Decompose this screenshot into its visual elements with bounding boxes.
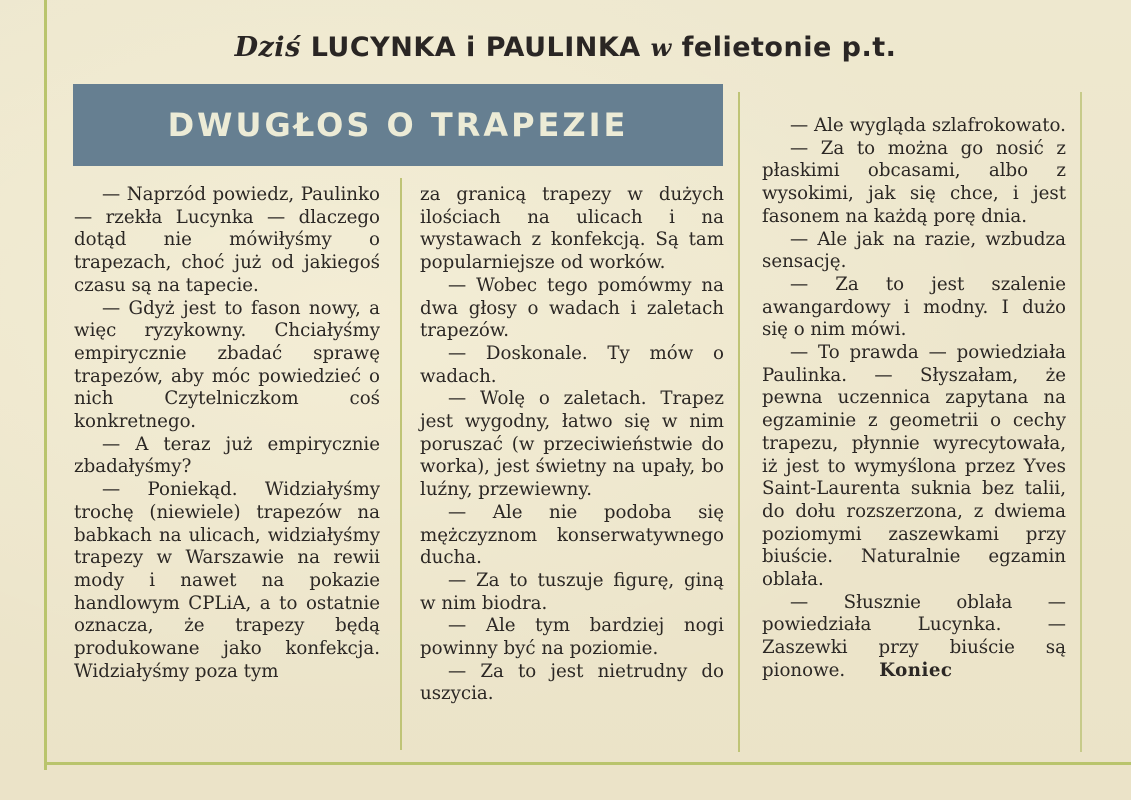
paragraph: — To prawda — powiedziała Paulinka. — Słyszałam, że pewna uczennica zapytana na egzaminie z geometrii o cechy trapezu, płynnie wyrecytowała, iż jest to wymyślona przez Yves Saint-Laurenta suknia bez talii, do dołu rozszerzona, z dwiema poziomymi zaszewkami przy biuście. Naturalnie egzamin oblała. — [762, 342, 1066, 591]
article-column-3 — [762, 115, 1066, 683]
paragraph: — Wobec tego pomówmy na dwa głosy o wadach i zaletach trapezów. — [420, 274, 724, 342]
paragraph: — Poniekąd. Widziałyśmy trochę (niewiele) trapezów na babkach na ulicach, widziałyśmy trapezy w Warszawie na rewii mody i nawet na pokazie handlowym CPLiA, a to ostatnie oznacza, że trapezy będą produkowane jako konfekcja. Widziałyśmy poza tym — [74, 479, 380, 682]
paragraph: — Ale wygląda szlafrokowato. — [790, 115, 1066, 136]
paragraph: za granicą trapezy w dużych ilościach na ulicach i na wystawach z konfekcją. Są tam popularniejsze od worków. — [420, 184, 724, 274]
paragraph: — Za to jest szalenie awangardowy i modny. I dużo się o nim mówi. — [762, 273, 1066, 341]
left-border-rule — [44, 0, 47, 770]
paragraph: — Naprzód powiedz, Paulinko — rzekła Lucynka — dlaczego dotąd nie mówiłyśmy o trapezach, choć już od jakiegoś czasu są na tapecie. — [74, 184, 380, 296]
paragraph: — Za to jest nietrudny do uszycia. — [420, 660, 724, 705]
final-paragraph-text: — Słusznie oblała — powiedziała Lucynka. — Zaszewki przy biuście są pionowe. — [762, 591, 1066, 681]
headline-main: LUCYNKA i PAULINKA — [310, 32, 641, 63]
headline-prefix: Dziś — [234, 32, 301, 63]
paragraph: — Ale tym bardziej nogi powinny być na poziomie. — [420, 615, 724, 660]
bottom-border-rule — [44, 762, 1131, 765]
paragraph-final — [762, 592, 1066, 683]
paragraph: — Za to można go nosić z płaskimi obcasami, albo z wysokimi, jak się chce, i jest fasonem na każdą porę dnia. — [762, 137, 1066, 227]
paragraph: — Gdyż jest to fason nowy, a więc ryzykowny. Chciałyśmy empirycznie zbadać sprawę trapezów, aby móc powiedzieć o nich Czytelniczkom coś konkretnego. — [74, 297, 380, 433]
headline-suffix: felietonie p.t. — [681, 32, 897, 63]
paragraph: — Doskonale. Ty mów o wadach. — [420, 342, 724, 387]
paragraph: — Za to tuszuje figurę, giną w nim biodra. — [420, 569, 724, 614]
headline-small: w — [650, 33, 672, 62]
paragraph: — A teraz już empirycznie zbadałyśmy? — [74, 433, 380, 478]
paragraph: — Ale jak na razie, wzbudza sensację. — [762, 228, 1066, 273]
article-ending: Koniec — [879, 659, 953, 681]
column-rule-3 — [1080, 92, 1082, 752]
column-rule-2 — [738, 92, 740, 752]
column-rule-1 — [400, 178, 402, 750]
article-column-2 — [420, 184, 724, 706]
article-column-1 — [74, 184, 380, 683]
paragraph: — Wolę o zaletach. Trapez jest wygodny, łatwo się w nim poruszać (w przeciwieństwie do worka), jest świetny na upały, bo luźny, przewiewny. — [420, 388, 724, 501]
paragraph: — Ale nie podoba się mężczyznom konserwatywnego ducha. — [420, 501, 724, 569]
article-title: DWUGŁOS O TRAPEZIE — [167, 106, 629, 144]
headline — [0, 32, 1131, 63]
title-box — [73, 84, 723, 166]
